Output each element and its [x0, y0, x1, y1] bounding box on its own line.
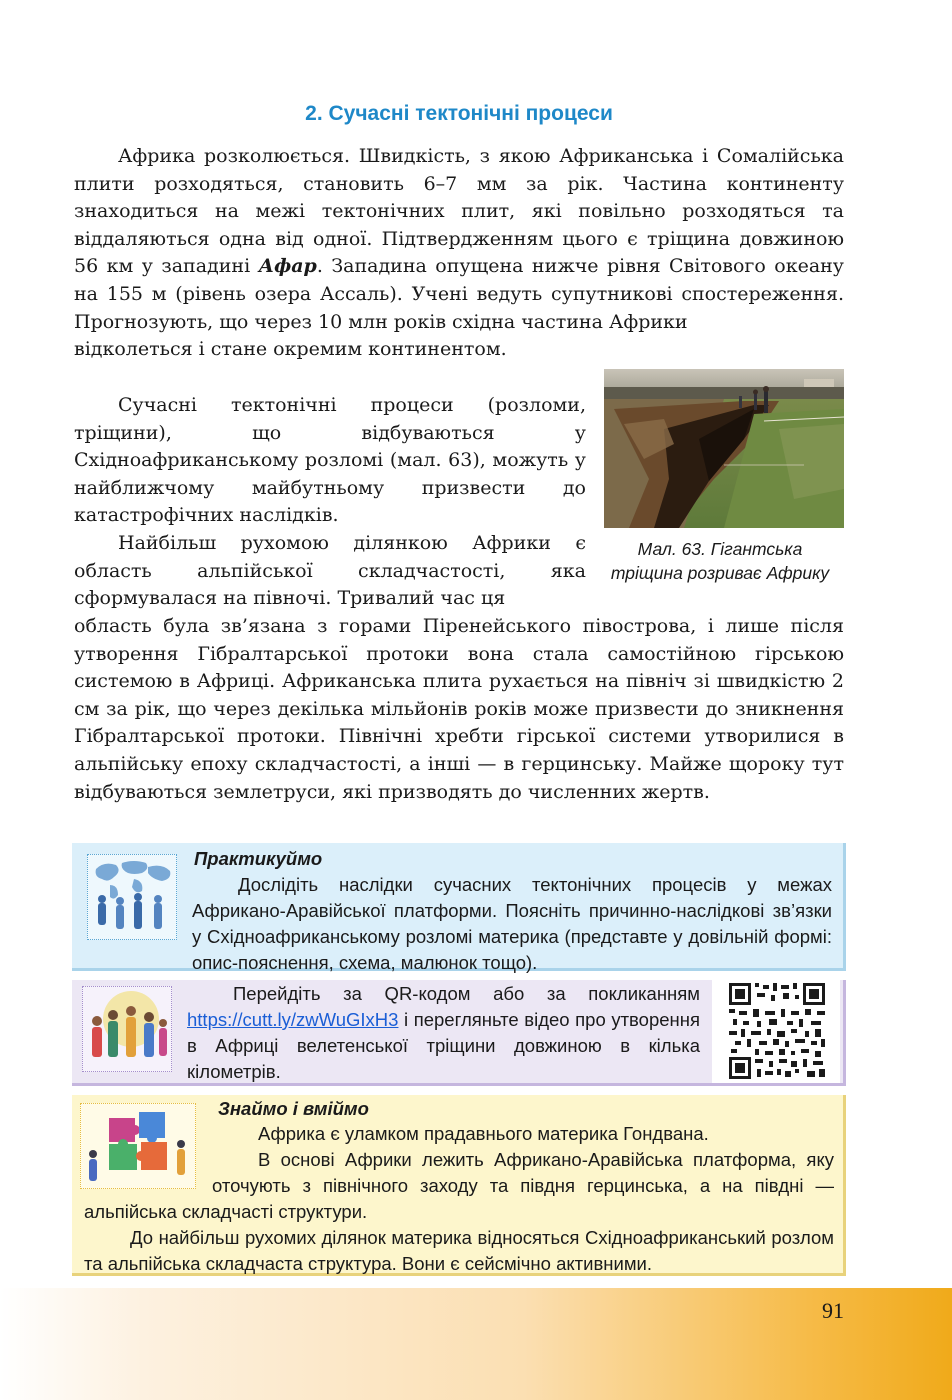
practice-title: Практикуймо [194, 848, 323, 869]
paragraph-2: Сучасні тектонічні процеси (розломи, тріщини), що відбуваються у Східноафриканському розломі (мал. 63), можуть у найближчому майбутньому призвести до катастрофічних наслідків. [74, 394, 586, 527]
qr-box [72, 980, 846, 1086]
know-line-3: До найбільш рухомих ділянок материка відносяться Східноафриканський розлом та альпійська складчаста структура. Вони є сейсмічно активними. [84, 1227, 834, 1274]
know-box [72, 1095, 846, 1276]
video-link[interactable]: https://cutt.ly/zwWuGIxH3 [187, 1009, 399, 1030]
footer-band [0, 1288, 952, 1400]
paragraph-3-end: область була зв’язана з горами Піренейського півострова, і лише після утворення Гібралтарської протоки вона стала самостійною гірською системою в Африці. Африканська плита рухається на північ зі швидкістю 2 см за рік, що через декілька мільйонів років може призвести до зникнення Гібралтарської протоки. Північні хребти гірської системи утворилися в альпійську епоху складчастості, а інші — в герцинську. Майже щороку тут відбуваються землетруси, які призводять до численних жертв. [74, 615, 844, 803]
paragraph-1-rest: . Западина опущена нижче рівня Світового океану на 155 м (рівень озера Ассаль). Учені ведуть супутникові спостереження. Прогнозують, що через 10 млн років східна частина Африки [74, 255, 844, 333]
know-line-2: В основі Африки лежить Африкано-Аравійська платформа, яку оточують з північного заходу та півдня герцинська, а на півдні — альпійська складчасті структури. [84, 1149, 834, 1222]
practice-box [72, 843, 846, 971]
practice-text: Дослідіть наслідки сучасних тектонічних процесів у межах Африкано-Аравійської платформи. Поясніть причинно-наслідкові зв’язки у Східноафриканському розломі материка (представте у довільній формі: опис-пояснення, схема, малюнок тощо). [192, 874, 832, 973]
figure-caption: Мал. 63. Гігантська тріщина розриває Африку [610, 539, 830, 583]
know-text [84, 1121, 834, 1277]
afar-term: Афар [258, 255, 317, 278]
qr-code[interactable] [712, 980, 840, 1083]
qr-text: Перейдіть за QR-кодом або за покликанням https://cutt.ly/zwWuGIxH3 і перегляньте відео про утворення в Африці велетенської тріщини довжиною в кілька кілометрів. [187, 983, 700, 1082]
know-line-1: Африка є уламком прадавнього материка Гондвана. [258, 1123, 709, 1144]
paragraph-1-main: Африка розколюється. Швидкість, з якою Африканська і Сомалійська плити розходяться, становить 6–7 мм за рік. Частина континенту знаходиться на межі тектонічних плит, які повільно розходяться та віддаляються одна від одної. Підтвердженням цього є тріщина довжиною 56 км у западині [74, 145, 844, 278]
crack-photo [604, 369, 844, 528]
paragraph-1 [74, 143, 844, 364]
left-column [74, 392, 586, 613]
paragraph-1-tail: відколеться і стане окремим континентом. [74, 338, 507, 361]
page-number: 91 [822, 1298, 844, 1323]
paragraph-3-start: Найбільш рухомою ділянкою Африки є область альпійської складчастості, яка сформувалася на півночі. Тривалий час ця [74, 531, 586, 610]
know-title: Знаймо і вміймо [218, 1098, 369, 1119]
people-video-icon [82, 986, 172, 1072]
section-title: 2. Сучасні тектонічні процеси [305, 102, 613, 125]
